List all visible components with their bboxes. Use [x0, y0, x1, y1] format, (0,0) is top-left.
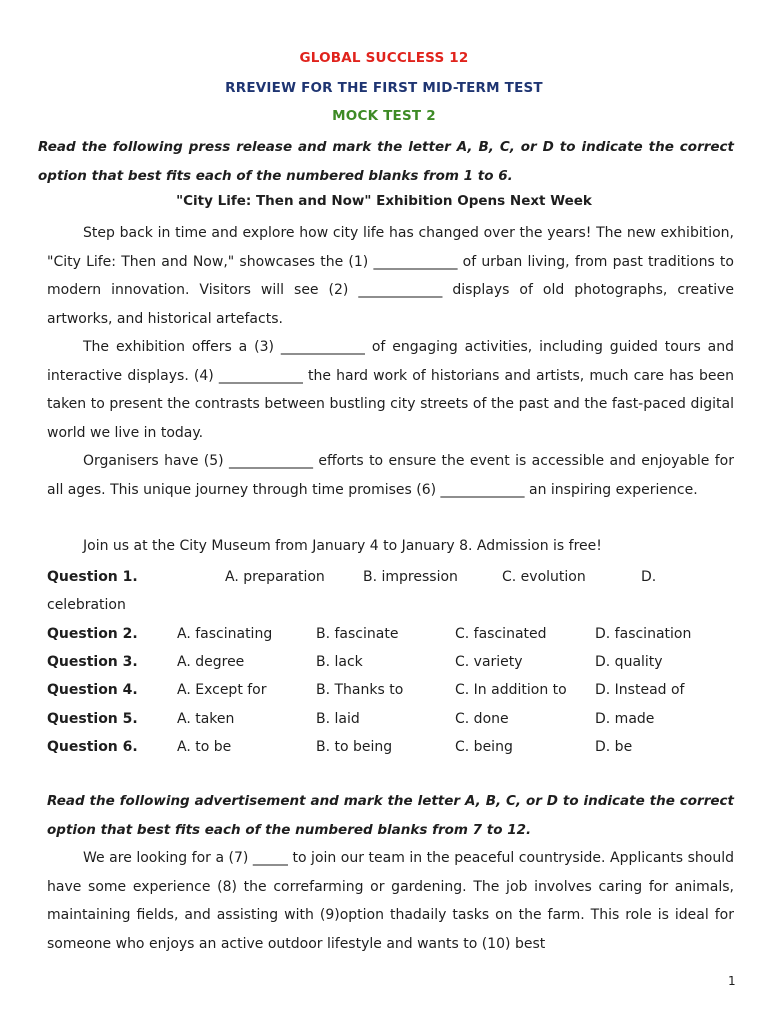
question-6 [47, 733, 734, 761]
option-a: A. Except for [177, 682, 267, 698]
paragraph-4: Join us at the City Museum from January 4 to January 8. Admission is free! [83, 538, 602, 554]
question-label: Question 4. [47, 682, 138, 698]
document-review-title: RREVIEW FOR THE FIRST MID-TERM TEST [225, 80, 543, 96]
option-b: B. to being [316, 739, 393, 755]
option-c: C. In addition to [455, 682, 567, 698]
page-number: 1 [728, 974, 736, 988]
advertisement-paragraph: We are looking for a (7) _____ to join our team in the peaceful countryside. Applicants should have some experience (8) the correfarming or gardening. The job involves caring for animals, maintaining fields, and assisting with (9)option thadaily tasks on the farm. This role is ideal for someone who enjoys an active outdoor lifestyle and wants to (10) best [47, 850, 734, 952]
option-a: A. degree [177, 654, 245, 670]
section1-instruction: Read the following press release and mark the letter A, B, C, or D to indicate the correct option that best fits each of the numbered blanks from 1 to 6. [38, 139, 734, 184]
option-d: D. fascination [595, 626, 692, 642]
question-label: Question 5. [47, 711, 138, 727]
option-b: B. laid [316, 711, 360, 727]
option-c: C. evolution [502, 569, 586, 585]
option-d: D. be [595, 739, 633, 755]
question-5 [47, 705, 734, 733]
option-d: D. quality [595, 654, 663, 670]
section2-instruction: Read the following advertisement and mark the letter A, B, C, or D to indicate the correct option that best fits each of the numbered blanks from 7 to 12. [47, 793, 734, 838]
question-label: Question 6. [47, 739, 138, 755]
option-d: D. [641, 569, 657, 585]
question-3 [47, 648, 734, 676]
document-series-title: GLOBAL SUCCLESS 12 [299, 50, 469, 66]
option-d: D. made [595, 711, 655, 727]
option-a: A. taken [177, 711, 235, 727]
question-label: Question 1. [47, 569, 138, 585]
question-4 [47, 676, 734, 704]
paragraph-3: Organisers have (5) ____________ efforts to ensure the event is accessible and enjoyable for all ages. This unique journey through time promises (6) ____________ an inspiring experience. [47, 453, 734, 498]
option-b: B. impression [363, 569, 458, 585]
press-release-title: "City Life: Then and Now" Exhibition Opens Next Week [176, 193, 592, 209]
question-2 [47, 620, 734, 648]
paragraph-1: Step back in time and explore how city life has changed over the years! The new exhibition, "City Life: Then and Now," showcases the (1) ____________ of urban living, from past traditions to modern innovation. Visitors will see (2) ____________ displays of old photographs, creative artworks, and historical artefacts. [47, 225, 734, 327]
option-a: A. fascinating [177, 626, 273, 642]
option-c: C. done [455, 711, 509, 727]
option-b: B. lack [316, 654, 363, 670]
question-label: Question 3. [47, 654, 138, 670]
question-label: Question 2. [47, 626, 138, 642]
option-c: C. fascinated [455, 626, 547, 642]
option-c: C. variety [455, 654, 523, 670]
option-a: A. to be [177, 739, 232, 755]
paragraph-2: The exhibition offers a (3) ____________ of engaging activities, including guided tours and interactive displays. (4) ____________ the hard work of historians and artists, much care has been taken to present the contrasts between bustling city streets of the past and the fast-paced digital world we live in today. [47, 339, 734, 441]
option-a: A. preparation [225, 569, 325, 585]
option-b: B. Thanks to [316, 682, 404, 698]
option-d: D. Instead of [595, 682, 685, 698]
document-test-title: MOCK TEST 2 [332, 108, 436, 124]
option-b: B. fascinate [316, 626, 399, 642]
option-c: C. being [455, 739, 513, 755]
option-d-continued: celebration [47, 597, 126, 613]
